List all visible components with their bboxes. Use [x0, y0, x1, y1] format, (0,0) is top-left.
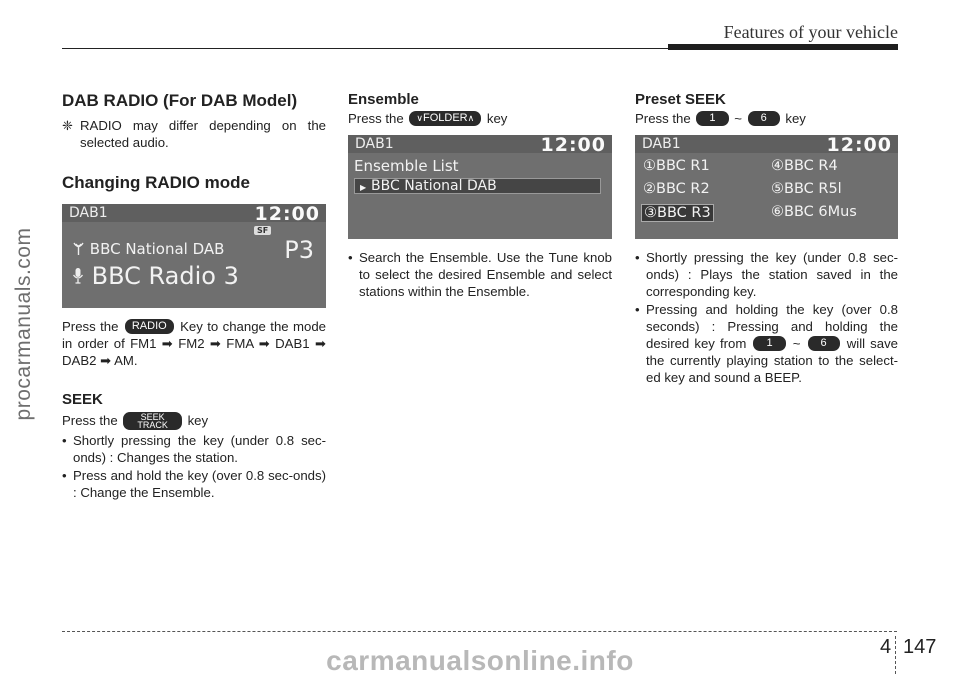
ensemble-text: BBC National DAB — [89, 240, 225, 258]
column-preset-seek — [635, 91, 898, 386]
tilde: ~ — [734, 111, 742, 126]
column-dab-radio — [62, 91, 326, 501]
seek-heading: SEEK — [62, 391, 103, 409]
preset-item: ①BBC R1 — [643, 158, 710, 175]
ensemble-instruction — [348, 110, 612, 127]
press-text: Press the — [62, 319, 119, 334]
bullet-item: • Shortly pressing the key (under 0.8 sec-onds) : Changes the station. — [62, 432, 326, 465]
preset-item: ⑥BBC 6Mus — [771, 204, 857, 221]
side-watermark: procarmanuals.com — [12, 227, 35, 421]
radio-display — [62, 204, 326, 308]
bullet-text: Press and hold the key (over 0.8 sec-onds) : Change the Ensemble. — [73, 467, 326, 500]
mode-order-text: Key to change the mode in order of FM1 ➡ FM2 ➡ FMA ➡ DAB1 ➡ DAB2 ➡ AM. — [62, 319, 327, 369]
note-text: RADIO may differ depending on the selected audio. — [80, 118, 326, 150]
key-text: key — [187, 413, 209, 429]
bullet-text: Pressing and holding the key (over 0.8 seconds) : Pressing and holding the desired key from 1 ~ 6 will save the currently playing station to the select-ed key and sound a BEEP. — [646, 302, 899, 386]
chapter-number: 4 — [880, 636, 892, 658]
page-number: 147 — [903, 636, 937, 658]
preset-item: ②BBC R2 — [643, 181, 710, 198]
clock: 12:00 — [826, 135, 892, 157]
preset-key-1: 1 — [696, 111, 728, 126]
changing-mode-heading: Changing RADIO mode — [62, 173, 250, 192]
preset-key-6: 6 — [808, 336, 840, 351]
preset-seek-heading: Preset SEEK — [635, 91, 726, 108]
key-text: key — [785, 111, 806, 126]
radio-key: RADIO — [125, 319, 174, 334]
key-text: key — [486, 111, 508, 126]
press-text: Press the — [348, 111, 404, 126]
clock: 12:00 — [540, 135, 606, 157]
band-label: DAB1 — [355, 136, 394, 153]
mode-instructions — [62, 318, 326, 369]
bullet-text: Search the Ensemble. Use the Tune knob to select the desired Ensemble and select stations within the Ensemble. — [359, 250, 612, 300]
seek-instruction — [62, 412, 326, 431]
note — [62, 117, 326, 151]
ensemble-name — [72, 240, 224, 258]
section-title: DAB RADIO (For DAB Model) — [62, 91, 298, 110]
selected-ensemble-text: BBC National DAB — [371, 178, 497, 195]
preset-item: ⑤BBC R5l — [771, 181, 842, 198]
seek-key-line2: TRACK — [137, 419, 168, 430]
station-name — [72, 262, 239, 290]
bottom-watermark: carmanualsonline.info — [326, 645, 634, 675]
play-arrow-icon: ▶ — [360, 183, 367, 193]
seek-key-line1: SEEK — [140, 411, 165, 422]
band-label: DAB1 — [642, 136, 681, 153]
band-label: DAB1 — [69, 205, 108, 221]
list-heading: Ensemble List — [354, 157, 459, 176]
note-mark-icon: ❈ — [62, 118, 74, 133]
press-text: Press the — [62, 413, 118, 429]
preset-key-1: 1 — [753, 336, 785, 351]
mic-icon — [72, 267, 84, 284]
bullet-item: • Search the Ensemble. Use the Tune knob to select the desired Ensemble and select stations within the Ensemble. — [348, 250, 612, 300]
ensemble-list-display — [348, 135, 612, 239]
sf-badge: SF — [254, 226, 271, 235]
bullet-item: • Press and hold the key (over 0.8 sec-onds) : Change the Ensemble. — [62, 467, 326, 500]
header-rule-accent — [668, 44, 898, 50]
preset-display — [635, 135, 898, 239]
chevron-down-icon: ∨ — [416, 113, 423, 124]
bullet-text: Shortly pressing the key (under 0.8 sec-onds) : Changes the station. — [73, 432, 326, 465]
ensemble-heading: Ensemble — [348, 91, 419, 108]
antenna-icon — [72, 242, 85, 255]
column-ensemble — [348, 91, 612, 300]
preset-item-selected: ③BBC R3 — [641, 204, 714, 222]
preset-number: P3 — [284, 236, 314, 264]
bullet-text: Shortly pressing the key (under 0.8 sec-onds) : Plays the station saved in the corresponding key. — [646, 250, 898, 300]
footer-rule — [62, 631, 897, 632]
chevron-up-icon: ∧ — [467, 113, 475, 124]
selected-ensemble — [354, 178, 601, 194]
bullet-item: • Shortly pressing the key (under 0.8 sec-onds) : Plays the station saved in the corresponding key. — [635, 250, 898, 300]
station-text: BBC Radio 3 — [91, 262, 239, 290]
bullet-item: • Pressing and holding the key (over 0.8 seconds) : Pressing and holding the desired key from 1 ~ 6 will save the currently playing station to the select-ed key and sound a BEEP. — [635, 302, 899, 386]
preset-instruction — [635, 110, 898, 127]
seek-track-key — [123, 412, 182, 430]
running-header: Features of your vehicle — [723, 22, 898, 42]
press-text: Press the — [635, 111, 691, 126]
clock: 12:00 — [254, 204, 320, 225]
preset-item: ④BBC R4 — [771, 158, 838, 175]
folder-key-label: FOLDER — [422, 112, 468, 125]
preset-key-6: 6 — [748, 111, 780, 126]
folder-key — [409, 111, 481, 126]
